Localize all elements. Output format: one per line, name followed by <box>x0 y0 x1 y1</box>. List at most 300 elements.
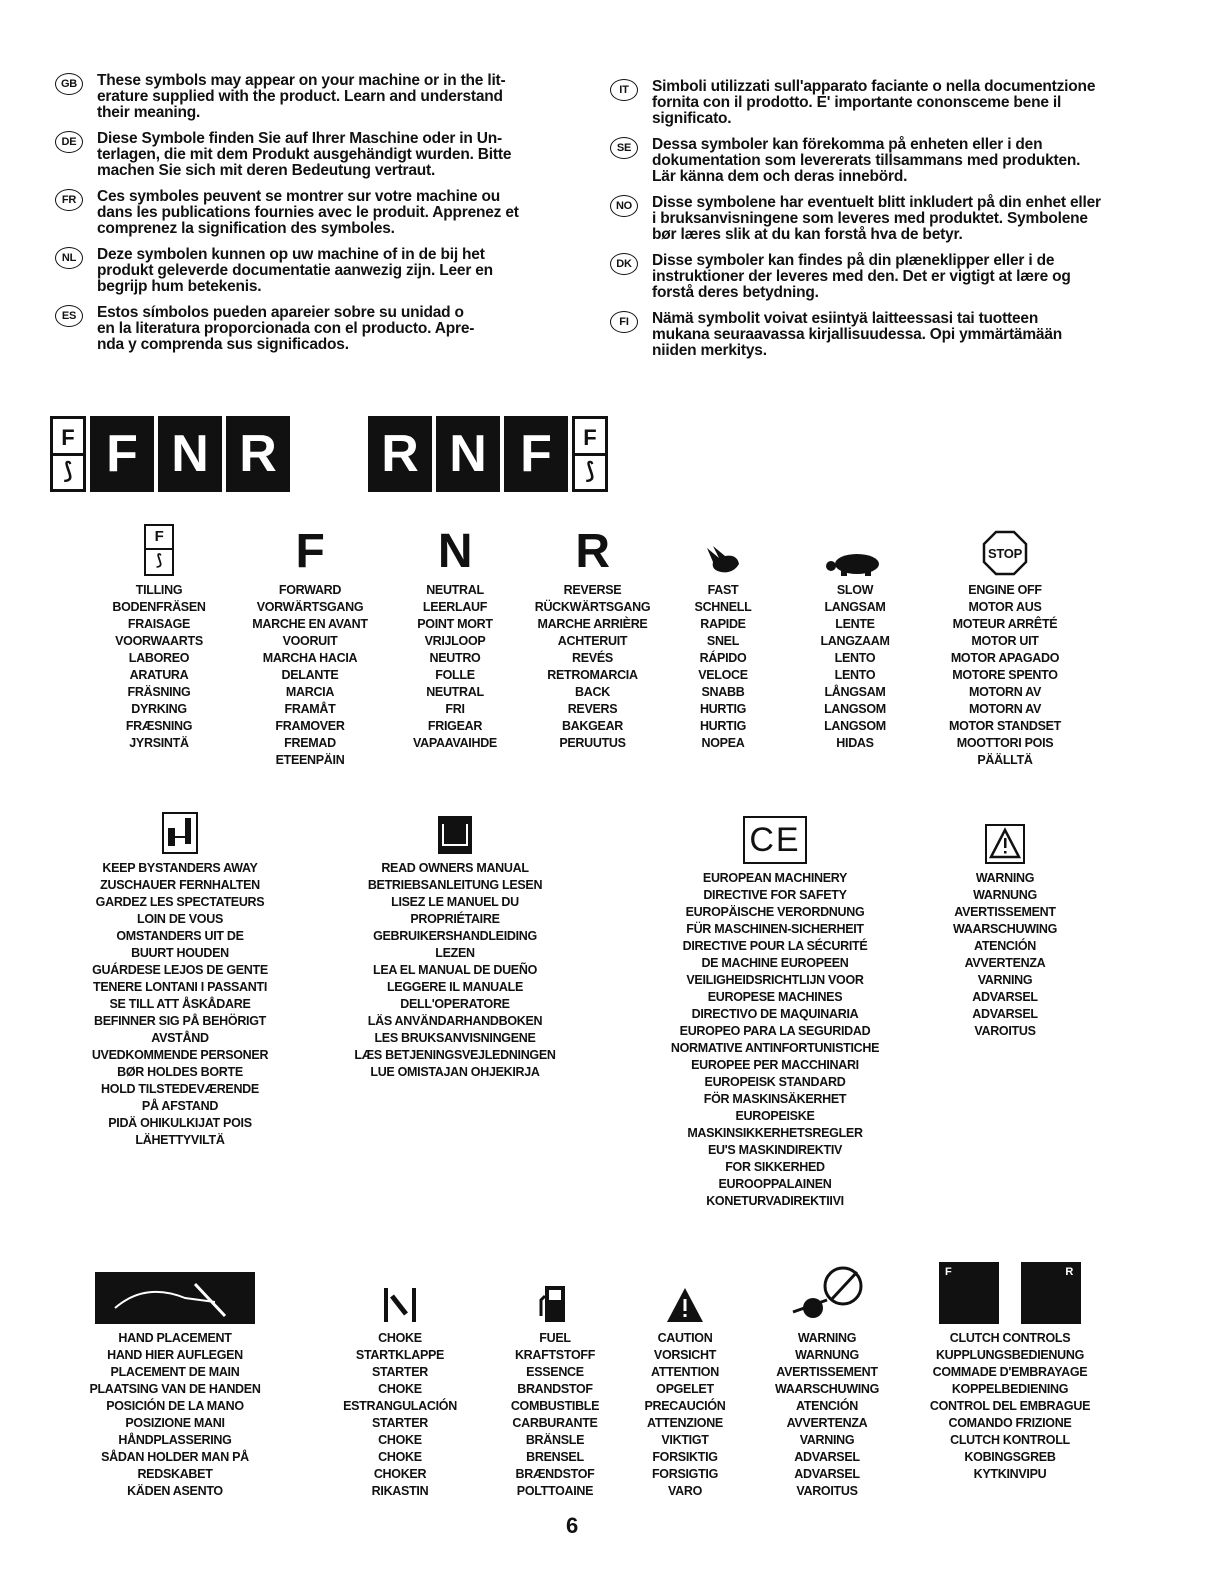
ce-mark-icon: CE <box>743 816 807 864</box>
intro-line: begrijp hum betekenis. <box>97 278 262 295</box>
intro-line: dokumentation som levererats tillsammans med produkten. <box>652 152 1081 169</box>
term-item: LENTE <box>835 617 875 631</box>
term-item: RETROMARCIA <box>547 668 638 682</box>
term-item: POINT MORT <box>417 617 493 631</box>
term-item: POLTTOAINE <box>516 1484 594 1498</box>
term-item: WAARSCHUWING <box>952 922 1058 936</box>
term-item: VARNING <box>799 1433 855 1447</box>
term-item: SNABB <box>701 685 745 699</box>
term-item: COMMADE D'EMBRAYAGE <box>932 1365 1088 1379</box>
symbol-slow <box>790 522 920 752</box>
forward-letter: F <box>295 525 325 578</box>
term-item: EUROPEE PER MACCHINARI <box>691 1058 859 1072</box>
term-item: LÄS ANVÄNDARHANDBOKEN <box>367 1014 543 1028</box>
term-item: ATENCIÓN <box>974 939 1036 953</box>
term-list <box>55 860 305 1149</box>
term-item: NOPEA <box>701 736 745 750</box>
term-item: SÅDAN HOLDER MAN PÅ <box>101 1450 249 1464</box>
gear-letter: F <box>575 423 605 456</box>
term-item: GUÁRDESE LEJOS DE GENTE <box>92 963 268 977</box>
term-item: OPGELET <box>656 1382 714 1396</box>
term-item: LEZEN <box>435 946 475 960</box>
symbol-fast <box>668 522 778 752</box>
term-item: OMSTANDERS UIT DE <box>116 929 244 943</box>
term-item: RIKASTIN <box>371 1484 429 1498</box>
tilling-icon <box>144 524 174 576</box>
symbol-caution <box>625 1258 745 1500</box>
term-item: LÆS BETJENINGSVEJLEDNINGEN <box>354 1048 556 1062</box>
term-item: SE TILL ATT ÅSKÅDARE <box>109 997 251 1011</box>
term-item: FORWARD <box>278 583 342 597</box>
term-item: FRI <box>445 702 465 716</box>
term-list <box>490 1330 620 1500</box>
term-item: LANGZAAM <box>820 634 890 648</box>
symbol-warning-2 <box>752 1258 902 1500</box>
intro-es <box>55 305 565 353</box>
term-item: CHOKE <box>378 1450 422 1464</box>
term-item: CAUTION <box>657 1331 713 1345</box>
symbol-engine-off <box>930 522 1080 769</box>
tilling-gear-box <box>572 416 608 492</box>
term-item: LES BRUKSANVISNINGENE <box>374 1031 536 1045</box>
gear-letter: F <box>53 423 83 456</box>
book-icon <box>438 816 472 854</box>
term-item: HURTIG <box>699 719 747 733</box>
term-list <box>330 860 580 1081</box>
term-item: WARNUNG <box>973 888 1037 902</box>
term-list <box>515 582 670 752</box>
term-item: NEUTRAL <box>426 583 484 597</box>
term-item: MOOTTORI POIS <box>956 736 1054 750</box>
term-list <box>84 582 234 752</box>
bystanders-icon <box>162 812 198 854</box>
term-item: MOTORN AV <box>968 702 1042 716</box>
intro-line: Diese Symbole finden Sie auf Ihrer Maschine oder in Un- <box>97 130 503 147</box>
term-item: PLAATSING VAN DE HANDEN <box>89 1382 261 1396</box>
term-item: LISEZ LE MANUEL DU <box>391 895 519 909</box>
term-item: KYTKINVIPU <box>973 1467 1047 1481</box>
term-item: STARTER <box>372 1365 428 1379</box>
term-item: TILLING <box>135 583 183 597</box>
language-badge-icon: FI <box>610 311 638 333</box>
term-list <box>910 1330 1110 1483</box>
term-item: LOIN DE VOUS <box>137 912 223 926</box>
term-item: SCHNELL <box>694 600 752 614</box>
term-item: FORSIGTIG <box>651 1467 719 1481</box>
term-item: FORSIKTIG <box>652 1450 718 1464</box>
term-item: LENTO <box>834 651 876 665</box>
term-item: CLUTCH KONTROLL <box>950 1433 1070 1447</box>
term-item: LANGSOM <box>824 702 886 716</box>
term-item: KÄDEN ASENTO <box>127 1484 223 1498</box>
term-item: HAND HIER AUFLEGEN <box>107 1348 243 1362</box>
term-item: DELANTE <box>281 668 339 682</box>
term-item: ADVARSEL <box>972 990 1038 1004</box>
term-item: REVERS <box>567 702 618 716</box>
term-item: READ OWNERS MANUAL <box>381 861 529 875</box>
term-item: EUROPESE MACHINES <box>707 990 843 1004</box>
term-item: FOR SIKKERHED <box>725 1160 825 1174</box>
term-item: DE MACHINE EUROPEEN <box>701 956 849 970</box>
term-item: AVSTÅND <box>151 1031 209 1045</box>
term-item: JYRSINTÄ <box>129 736 189 750</box>
warning-triangle-icon <box>985 824 1025 864</box>
intro-line: i bruksanvisningene som leveres med produktet. Symbolene <box>652 210 1088 227</box>
intro-line: bør læres slik at du kan forstå hva de betyr. <box>652 226 963 243</box>
term-item: ATTENZIONE <box>647 1416 723 1430</box>
term-item: WARNING <box>797 1331 857 1345</box>
term-item: BUURT HOUDEN <box>131 946 229 960</box>
term-item: REDSKABET <box>137 1467 213 1481</box>
term-item: FRIGEAR <box>427 719 483 733</box>
intro-line: erature supplied with the product. Learn and understand <box>97 88 503 105</box>
term-list <box>930 582 1080 769</box>
term-item: FRÆSNING <box>125 719 193 733</box>
intro-fi <box>610 311 1130 359</box>
term-item: EU'S MASKINDIREKTIV <box>707 1143 843 1157</box>
intro-line: comprenez la signification des symboles. <box>97 220 395 237</box>
term-item: ACHTERUIT <box>557 634 628 648</box>
term-item: BRÄNSLE <box>525 1433 585 1447</box>
term-item: LEGGERE IL MANUALE <box>386 980 524 994</box>
term-item: DIRECTIVO DE MAQUINARIA <box>691 1007 859 1021</box>
term-item: CLUTCH CONTROLS <box>949 1331 1071 1345</box>
term-item: PERUUTUS <box>559 736 626 750</box>
tilling-icon: ⟆ <box>585 457 595 483</box>
term-item: WAARSCHUWING <box>774 1382 880 1396</box>
term-item: BODENFRÄSEN <box>112 600 206 614</box>
gear-strip-left <box>50 416 294 490</box>
term-item: KOBINGSGREB <box>964 1450 1056 1464</box>
term-item: PIDÄ OHIKULKIJAT POIS <box>108 1116 252 1130</box>
intro-line: mukana seuraavassa kirjallisuudessa. Opi ymmärtämään <box>652 326 1063 343</box>
term-item: VIKTIGT <box>661 1433 709 1447</box>
intro-right <box>610 79 1130 369</box>
term-item: VORSICHT <box>653 1348 717 1362</box>
symbol-neutral <box>385 522 525 752</box>
term-item: PÅ AFSTAND <box>141 1099 219 1113</box>
gear-forward-box: F <box>504 416 568 492</box>
term-item: BAKGEAR <box>561 719 624 733</box>
intro-line: Simboli utilizzati sull'apparato faciante o nella documentzione <box>652 78 1096 95</box>
term-item: BEFINNER SIG PÅ BEHÖRIGT <box>94 1014 266 1028</box>
term-item: ENGINE OFF <box>968 583 1042 597</box>
term-list <box>790 582 920 752</box>
term-list <box>935 870 1075 1040</box>
term-item: BRANDSTOF <box>517 1382 593 1396</box>
term-item: PÄÄLLTÄ <box>977 753 1033 767</box>
language-badge-icon: NL <box>55 247 83 269</box>
term-item: AVVERTENZA <box>964 956 1046 970</box>
term-item: MOTORE SPENTO <box>952 668 1058 682</box>
term-item: EUROPÄISCHE VERORDNUNG <box>685 905 865 919</box>
symbol-ce <box>640 798 910 1210</box>
term-item: MARCIA <box>285 685 335 699</box>
term-item: LENTO <box>834 668 876 682</box>
term-item: GARDEZ LES SPECTATEURS <box>95 895 265 909</box>
term-item: LEERLAUF <box>422 600 488 614</box>
intro-line: machen Sie sich mit deren Bedeutung vertraut. <box>97 162 436 179</box>
symbol-bystanders <box>55 798 305 1149</box>
term-item: VAROITUS <box>796 1484 858 1498</box>
term-item: DELL'OPERATORE <box>400 997 510 1011</box>
intro-it <box>610 79 1130 127</box>
intro-dk <box>610 253 1130 301</box>
term-item: WARNUNG <box>795 1348 859 1362</box>
language-badge-icon: ES <box>55 305 83 327</box>
intro-line: Dessa symboler kan förekomma på enheten eller i den <box>652 136 1043 153</box>
intro-line: Estos símbolos pueden apareier sobre su unidad o <box>97 304 464 321</box>
term-item: BRENSEL <box>526 1450 584 1464</box>
no-hands-tines-icon <box>787 1264 867 1324</box>
term-item: STARTKLAPPE <box>355 1348 445 1362</box>
intro-line: These symbols may appear on your machine or in the lit- <box>97 72 506 89</box>
symbol-hand-placement <box>60 1258 290 1500</box>
symbol-tilling <box>84 522 234 752</box>
term-list <box>752 1330 902 1500</box>
term-item: CONTROL DEL EMBRAGUE <box>929 1399 1091 1413</box>
term-item: ETEENPÄIN <box>275 753 345 767</box>
term-item: FÖR MASKINSÄKERHET <box>703 1092 847 1106</box>
tilling-glyph: ⟆ <box>156 552 162 569</box>
symbol-warning-1 <box>935 798 1075 1040</box>
term-item: VRIJLOOP <box>424 634 486 648</box>
symbol-fuel <box>490 1258 620 1500</box>
term-item: EUROOPPALAINEN <box>718 1177 832 1191</box>
term-item: EUROPEISK STANDARD <box>704 1075 846 1089</box>
term-item: HAND PLACEMENT <box>118 1331 232 1345</box>
term-item: STARTER <box>372 1416 428 1430</box>
term-item: LEA EL MANUAL DE DUEÑO <box>372 963 537 977</box>
term-item: UVEDKOMMENDE PERSONER <box>91 1048 269 1062</box>
tilling-icon: ⟆ <box>63 457 73 483</box>
choke-icon <box>382 1284 418 1324</box>
term-item: RÜCKWÄRTSGANG <box>534 600 651 614</box>
term-item: FRAMOVER <box>275 719 345 733</box>
term-item: MARCHA HACIA <box>262 651 358 665</box>
term-item: HOLD TILSTEDEVÆRENDE <box>101 1082 259 1096</box>
tilling-letter: F <box>146 526 172 550</box>
term-item: VAPAAVAIHDE <box>413 736 497 750</box>
term-item: AVVERTENZA <box>786 1416 868 1430</box>
neutral-letter: N <box>437 525 473 578</box>
language-badge-icon: NO <box>610 195 638 217</box>
clutch-forward-panel <box>939 1262 999 1324</box>
term-item: REVÉS <box>572 651 613 665</box>
term-item: KONETURVADIREKTIIVI <box>706 1194 844 1208</box>
hare-icon <box>703 542 743 576</box>
term-item: MARCHE ARRIÈRE <box>537 617 648 631</box>
intro-nl <box>55 247 565 295</box>
term-item: SLOW <box>836 583 874 597</box>
term-item: VOORWAARTS <box>115 634 203 648</box>
gear-forward-box: F <box>90 416 154 492</box>
intro-no <box>610 195 1130 243</box>
term-item: GEBRUIKERSHANDLEIDING <box>373 929 537 943</box>
term-item: SNEL <box>706 634 740 648</box>
term-list <box>668 582 778 752</box>
term-item: ZUSCHAUER FERNHALTEN <box>100 878 260 892</box>
term-item: RAPIDE <box>700 617 746 631</box>
intro-line: Deze symbolen kunnen op uw machine of in de bij het <box>97 246 485 263</box>
term-item: VELOCE <box>698 668 748 682</box>
term-item: FRAISAGE <box>127 617 191 631</box>
term-item: MOTEUR ARRÊTÉ <box>952 617 1058 631</box>
symbol-choke <box>325 1258 475 1500</box>
term-item: FRAMÅT <box>284 702 336 716</box>
term-item: VEILIGHEIDSRICHTLIJN VOOR <box>686 973 864 987</box>
language-badge-icon: DE <box>55 131 83 153</box>
term-item: FÜR MASCHINEN-SICHERHEIT <box>686 922 864 936</box>
term-item: FRÄSNING <box>127 685 191 699</box>
term-item: LÅNGSAM <box>824 685 886 699</box>
term-item: PROPRIÉTAIRE <box>410 912 500 926</box>
term-item: BACK <box>575 685 610 699</box>
term-item: MASKINSIKKERHETSREGLER <box>687 1126 863 1140</box>
term-item: LÄHETTYVILTÄ <box>135 1133 225 1147</box>
term-list <box>325 1330 475 1500</box>
term-list <box>60 1330 290 1500</box>
reverse-letter: R <box>575 525 610 578</box>
tilling-gear-box <box>50 416 86 492</box>
term-item: DIRECTIVE FOR SAFETY <box>703 888 847 902</box>
term-item: RÁPIDO <box>699 651 747 665</box>
term-item: COMBUSTIBLE <box>510 1399 600 1413</box>
term-item: VAROITUS <box>974 1024 1036 1038</box>
gear-reverse-box: R <box>368 416 432 492</box>
term-item: PLACEMENT DE MAIN <box>110 1365 240 1379</box>
term-item: LANGSOM <box>824 719 886 733</box>
term-list <box>625 1330 745 1500</box>
term-item: MOTOR AUS <box>968 600 1042 614</box>
term-item: EUROPEAN MACHINERY <box>702 871 848 885</box>
term-item: MARCHE EN AVANT <box>252 617 368 631</box>
intro-line: produkt geleverde documentatie aanwezig zijn. Leer en <box>97 262 493 279</box>
term-item: LANGSAM <box>824 600 886 614</box>
intro-line: dans les publications fournies avec le produit. Apprenez et <box>97 204 519 221</box>
intro-de <box>55 131 565 179</box>
gear-neutral-box: N <box>158 416 222 492</box>
term-list <box>385 582 525 752</box>
stop-label: STOP <box>988 546 1022 561</box>
term-item: MOTOR STANDSET <box>948 719 1061 733</box>
term-list <box>230 582 390 769</box>
term-item: TENERE LONTANI I PASSANTI <box>93 980 267 994</box>
gear-neutral-box: N <box>436 416 500 492</box>
term-item: REVERSE <box>563 583 622 597</box>
term-item: DYRKING <box>131 702 187 716</box>
term-item: VORWÄRTSGANG <box>256 600 364 614</box>
term-item: HURTIG <box>699 702 747 716</box>
term-item: MOTOR UIT <box>971 634 1039 648</box>
term-item: FREMAD <box>284 736 336 750</box>
term-item: DIRECTIVE POUR LA SÉCURITÉ <box>682 939 868 953</box>
term-item: CHOKE <box>378 1331 422 1345</box>
term-item: ESTRANGULACIÓN <box>343 1399 457 1413</box>
term-item: HIDAS <box>836 736 874 750</box>
intro-left <box>55 73 565 363</box>
term-item: ATENCIÓN <box>796 1399 858 1413</box>
intro-line: nda y comprenda sus significados. <box>97 336 349 353</box>
language-badge-icon: FR <box>55 189 83 211</box>
term-item: LABOREO <box>128 651 190 665</box>
term-item: COMANDO FRIZIONE <box>948 1416 1072 1430</box>
term-item: VOORUIT <box>282 634 338 648</box>
term-item: BRÆNDSTOF <box>515 1467 595 1481</box>
language-badge-icon: IT <box>610 79 638 101</box>
fuel-pump-icon <box>539 1282 571 1324</box>
clutch-reverse-panel <box>1021 1262 1081 1324</box>
term-item: MOTOR APAGADO <box>950 651 1060 665</box>
turtle-icon <box>823 550 887 576</box>
stop-icon <box>982 530 1028 576</box>
term-item: AVERTISSEMENT <box>776 1365 878 1379</box>
term-item: EUROPEISKE <box>735 1109 815 1123</box>
hand-placement-icon <box>95 1272 255 1324</box>
term-item: PRECAUCIÓN <box>644 1399 726 1413</box>
term-item: POSIZIONE MANI <box>125 1416 225 1430</box>
intro-line: Disse symbolene har eventuelt blitt inkludert på din enhet eller <box>652 194 1101 211</box>
intro-gb <box>55 73 565 121</box>
term-item: FAST <box>707 583 739 597</box>
term-item: KUPPLUNGSBEDIENUNG <box>935 1348 1085 1362</box>
intro-line: forstå deres betydning. <box>652 284 819 301</box>
term-item: AVERTISSEMENT <box>954 905 1056 919</box>
term-item: BØR HOLDES BORTE <box>117 1065 243 1079</box>
symbol-reverse <box>515 522 670 752</box>
term-item: CARBURANTE <box>512 1416 598 1430</box>
gear-strip-right <box>368 416 612 490</box>
term-item: CHOKER <box>373 1467 427 1481</box>
intro-line: en la literatura proporcionada con el producto. Apre- <box>97 320 475 337</box>
symbol-clutch <box>910 1244 1110 1483</box>
term-item: KRAFTSTOFF <box>514 1348 596 1362</box>
page-number: 6 <box>566 1513 579 1538</box>
intro-line: terlagen, die mit dem Produkt ausgehändigt wurden. Bitte <box>97 146 512 163</box>
intro-line: Nämä symbolit voivat esiintyä laitteessasi tai tuotteen <box>652 310 1039 327</box>
symbol-forward <box>230 522 390 769</box>
term-item: ESSENCE <box>526 1365 584 1379</box>
term-item: EUROPEO PARA LA SEGURIDAD <box>679 1024 871 1038</box>
intro-line: significato. <box>652 110 732 127</box>
term-item: ADVARSEL <box>794 1467 860 1481</box>
intro-line: Ces symboles peuvent se montrer sur votre machine ou <box>97 188 501 205</box>
intro-line: instruktioner der leveres med den. Det er vigtigt at lære og <box>652 268 1071 285</box>
term-item: ARATURA <box>129 668 189 682</box>
clutch-f-label: F <box>945 1266 952 1278</box>
term-item: POSICIÓN DE LA MANO <box>106 1399 244 1413</box>
term-item: VARO <box>668 1484 702 1498</box>
gear-reverse-box: R <box>226 416 290 492</box>
term-item: NEUTRO <box>429 651 481 665</box>
term-item: FUEL <box>539 1331 571 1345</box>
term-item: NEUTRAL <box>426 685 484 699</box>
clutch-r-label: R <box>1065 1266 1073 1278</box>
term-item: BETRIEBSANLEITUNG LESEN <box>367 878 543 892</box>
term-item: NORMATIVE ANTINFORTUNISTICHE <box>670 1041 880 1055</box>
term-item: KOPPELBEDIENING <box>951 1382 1069 1396</box>
term-list <box>640 870 910 1210</box>
term-item: WARNING <box>975 871 1035 885</box>
term-item: HÅNDPLASSERING <box>118 1433 232 1447</box>
term-item: LUE OMISTAJAN OHJEKIRJA <box>370 1065 540 1079</box>
language-badge-icon: DK <box>610 253 638 275</box>
intro-line: niiden merkitys. <box>652 342 767 359</box>
intro-line: Lär känna dem och deras innebörd. <box>652 168 908 185</box>
intro-line: fornita con il prodotto. E' importante cononsceme bene il <box>652 94 1062 111</box>
intro-line: their meaning. <box>97 104 201 121</box>
term-item: MOTORN AV <box>968 685 1042 699</box>
